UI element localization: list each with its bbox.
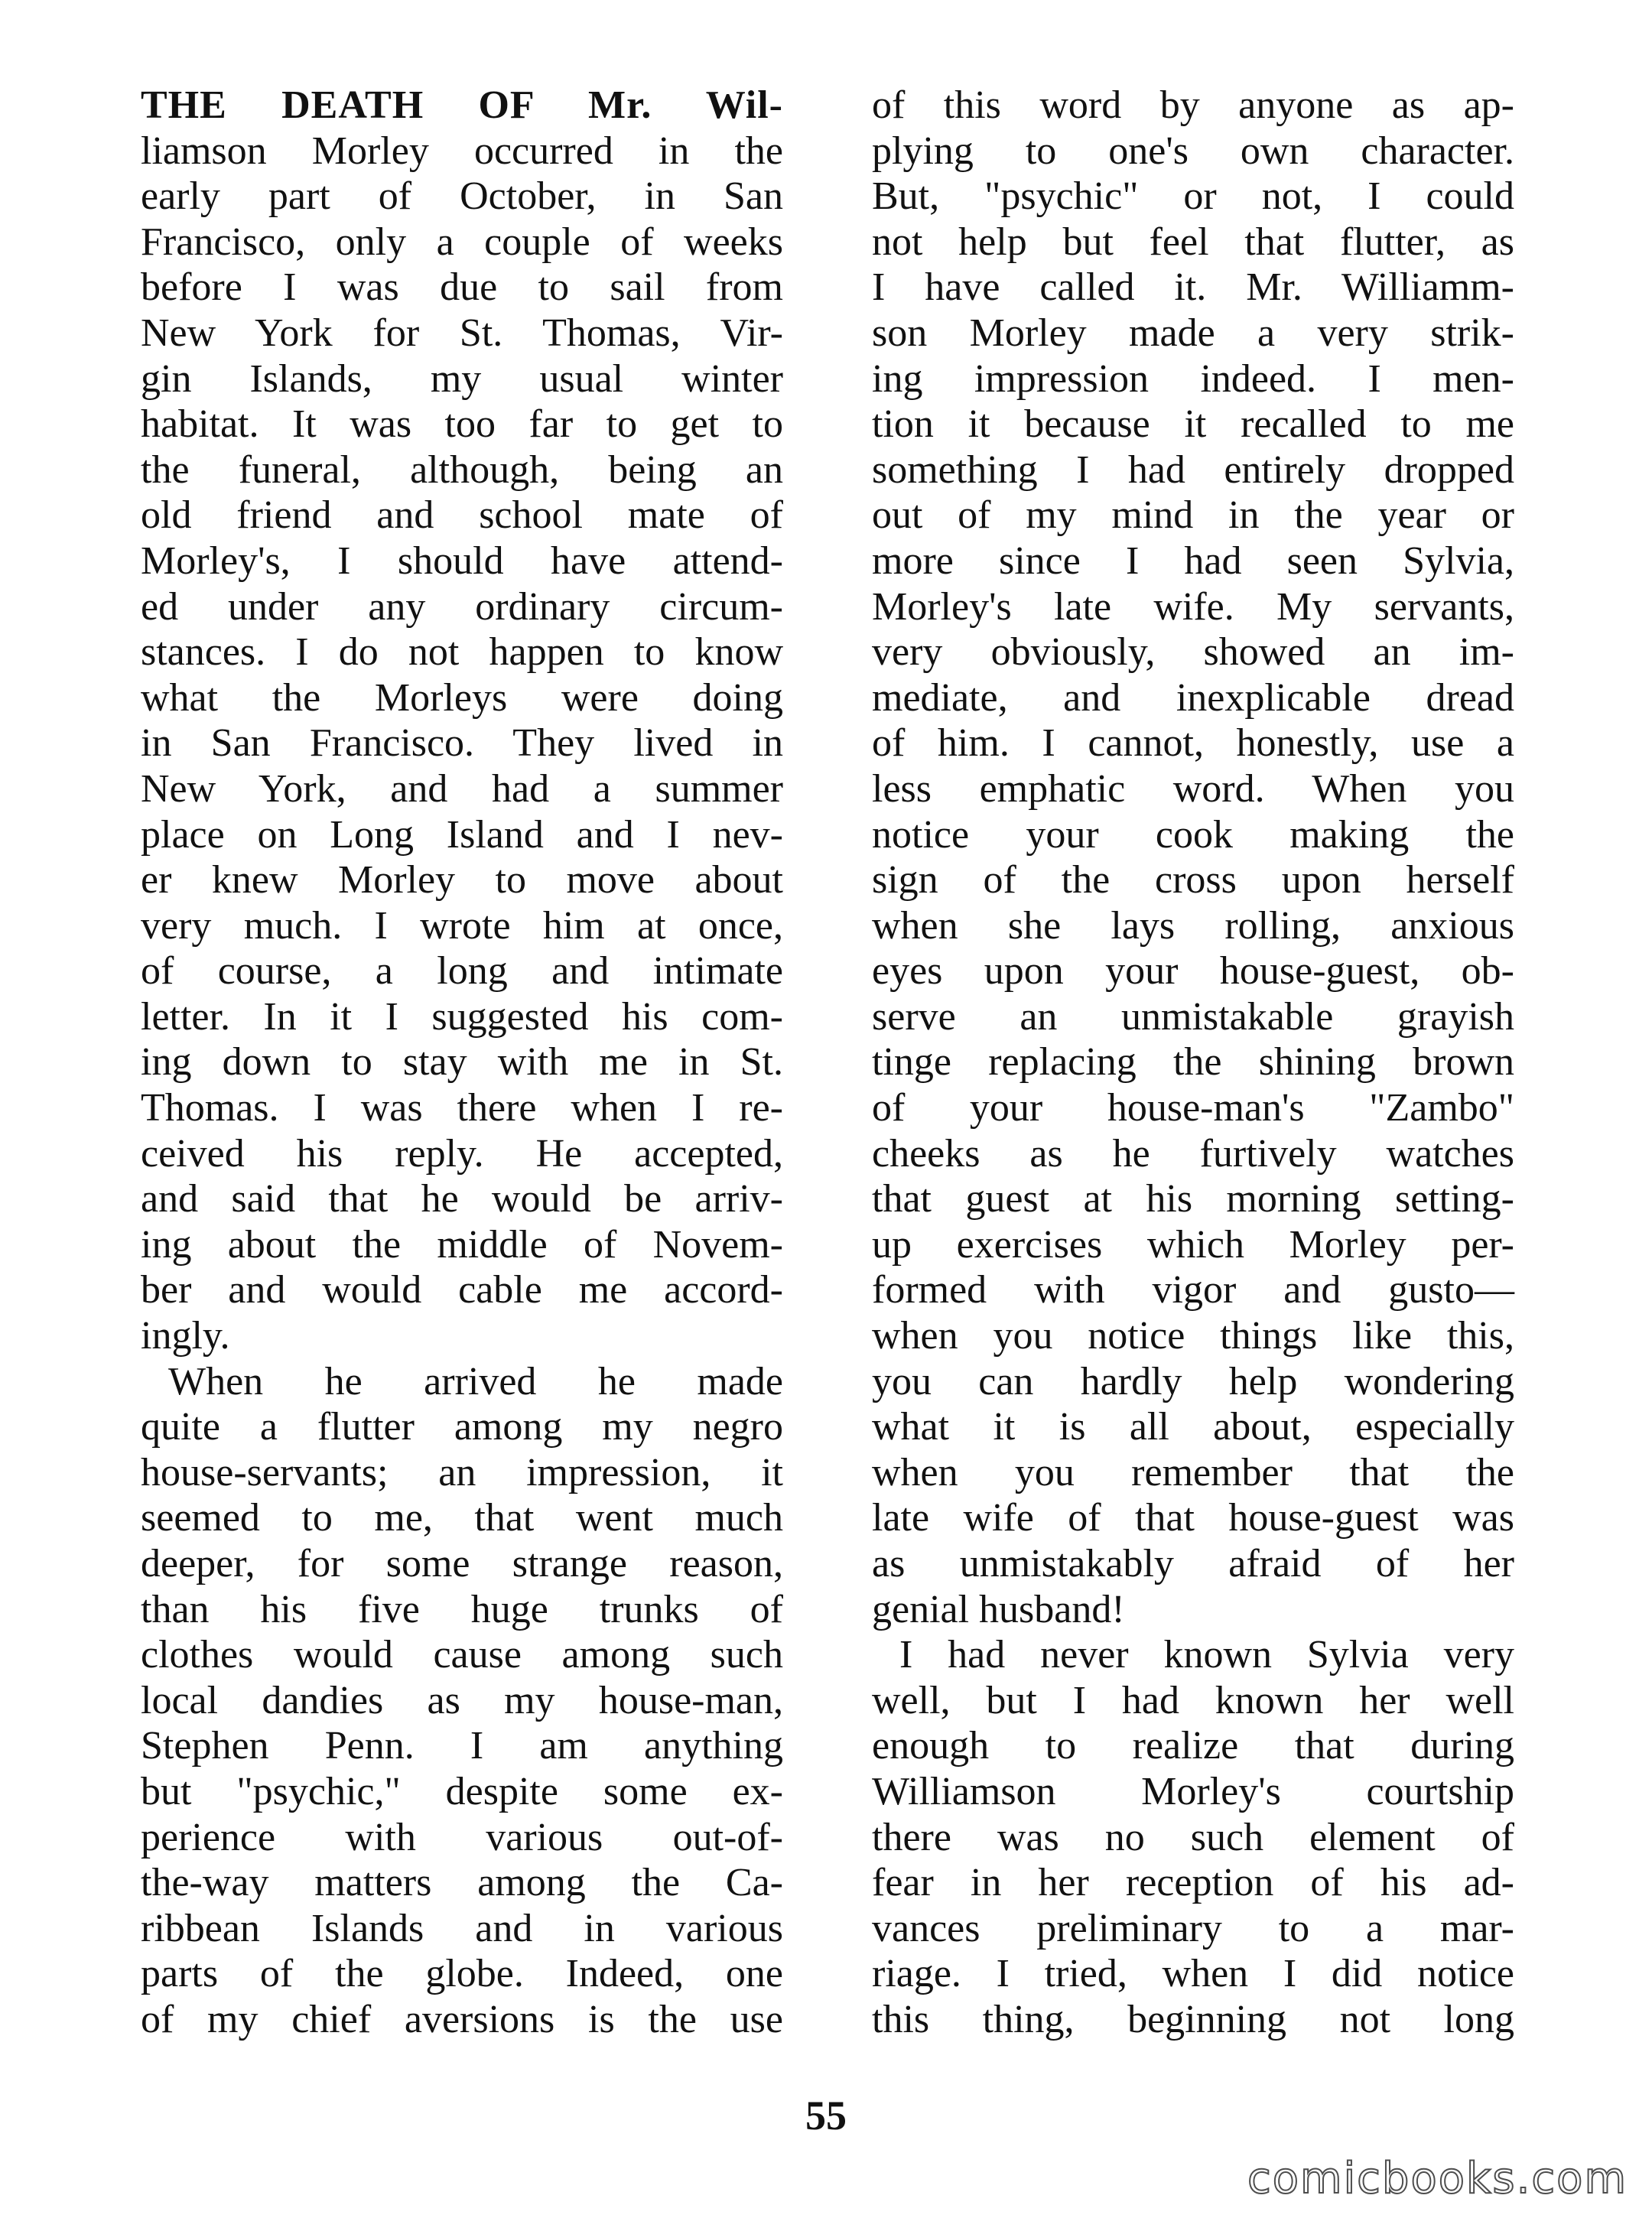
- text-line: I have called it. Mr. Williamm-: [872, 265, 1514, 310]
- text-line: out of my mind in the year or: [872, 493, 1514, 538]
- text-line: Francisco, only a couple of weeks: [141, 220, 783, 264]
- paragraph-start-line: When he arrived he made: [168, 1359, 783, 1403]
- text-line: but "psychic," despite some ex-: [141, 1769, 783, 1813]
- text-line: Williamson Morley's courtship: [872, 1769, 1514, 1813]
- text-line: late wife of that house-guest was: [872, 1496, 1514, 1540]
- text-line: cheeks as he furtively watches: [872, 1131, 1514, 1176]
- text-line: of my chief aversions is the use: [141, 1997, 783, 2041]
- text-line: eyes upon your house-guest, ob-: [872, 949, 1514, 994]
- text-line: clothes would cause among such: [141, 1633, 783, 1677]
- text-line: there was no such element of: [872, 1815, 1514, 1859]
- text-line: place on Long Island and I nev-: [141, 812, 783, 857]
- text-line: very obviously, showed an im-: [872, 630, 1514, 675]
- text-line: ing about the middle of Novem-: [141, 1222, 783, 1267]
- text-line: ing down to stay with me in St.: [141, 1040, 783, 1085]
- text-line: liamson Morley occurred in the: [141, 128, 783, 173]
- text-line: old friend and school mate of: [141, 493, 783, 538]
- text-line: son Morley made a very strik-: [872, 311, 1514, 355]
- text-line: house-servants; an impression, it: [141, 1450, 783, 1494]
- text-line: Morley's, I should have attend-: [141, 538, 783, 583]
- text-line: when she lays rolling, anxious: [872, 903, 1514, 948]
- text-line: more since I had seen Sylvia,: [872, 538, 1514, 583]
- text-line: up exercises which Morley per-: [872, 1222, 1514, 1267]
- text-line: formed with vigor and gusto—: [872, 1268, 1514, 1312]
- paragraph-end-line: ingly.: [141, 1314, 230, 1358]
- text-line: ceived his reply. He accepted,: [141, 1131, 783, 1176]
- text-column-right: [872, 83, 1514, 2043]
- text-line: vances preliminary to a mar-: [872, 1906, 1514, 1950]
- text-line: as unmistakably afraid of her: [872, 1542, 1514, 1585]
- text-line: when you notice things like this,: [872, 1314, 1514, 1358]
- text-line: enough to realize that during: [872, 1724, 1514, 1768]
- text-line: of your house-man's "Zambo": [872, 1086, 1514, 1130]
- text-line: that guest at his morning setting-: [872, 1177, 1514, 1221]
- text-line: than his five huge trunks of: [141, 1587, 783, 1631]
- text-line: serve an unmistakable grayish: [872, 994, 1514, 1039]
- page-number: 55: [805, 2093, 847, 2138]
- text-line: tinge replacing the shining brown: [872, 1040, 1514, 1085]
- opening-line: THE DEATH OF Mr. Wil-: [141, 83, 783, 127]
- text-line: less emphatic word. When you: [872, 766, 1514, 811]
- text-line: er knew Morley to move about: [141, 858, 783, 902]
- text-line: ed under any ordinary circum-: [141, 584, 783, 629]
- text-line: and said that he would be arriv-: [141, 1177, 783, 1221]
- text-line: fear in her reception of his ad-: [872, 1861, 1514, 1905]
- text-line: sign of the cross upon herself: [872, 858, 1514, 902]
- text-line: of this word by anyone as ap-: [872, 83, 1514, 127]
- text-line: riage. I tried, when I did notice: [872, 1952, 1514, 1996]
- text-line: what it is all about, especially: [872, 1405, 1514, 1449]
- text-line: But, "psychic" or not, I could: [872, 174, 1514, 219]
- watermark: comicbooks.com: [1247, 2154, 1628, 2203]
- text-line: Stephen Penn. I am anything: [141, 1724, 783, 1768]
- text-line: very much. I wrote him at once,: [141, 903, 783, 948]
- text-line: you can hardly help wondering: [872, 1359, 1514, 1403]
- text-line: mediate, and inexplicable dread: [872, 675, 1514, 720]
- text-line: gin Islands, my usual winter: [141, 356, 783, 401]
- text-line: local dandies as my house-man,: [141, 1678, 783, 1722]
- text-line: letter. In it I suggested his com-: [141, 994, 783, 1039]
- text-line: before I was due to sail from: [141, 265, 783, 310]
- paragraph-end-line: genial husband!: [872, 1587, 1125, 1631]
- text-line: of him. I cannot, honestly, use a: [872, 721, 1514, 766]
- text-line: this thing, beginning not long: [872, 1997, 1514, 2041]
- text-line: when you remember that the: [872, 1450, 1514, 1494]
- text-line: plying to one's own character.: [872, 128, 1514, 173]
- text-line: the funeral, although, being an: [141, 447, 783, 492]
- text-line: ribbean Islands and in various: [141, 1906, 783, 1950]
- text-line: New York, and had a summer: [141, 766, 783, 811]
- text-line: quite a flutter among my negro: [141, 1405, 783, 1449]
- paragraph-start-line: I had never known Sylvia very: [899, 1633, 1514, 1677]
- text-line: New York for St. Thomas, Vir-: [141, 311, 783, 355]
- text-line: something I had entirely dropped: [872, 447, 1514, 492]
- text-line: early part of October, in San: [141, 174, 783, 219]
- text-line: of course, a long and intimate: [141, 949, 783, 994]
- text-line: well, but I had known her well: [872, 1678, 1514, 1722]
- text-line: ing impression indeed. I men-: [872, 356, 1514, 401]
- text-line: seemed to me, that went much: [141, 1496, 783, 1540]
- text-line: perience with various out-of-: [141, 1815, 783, 1859]
- text-line: deeper, for some strange reason,: [141, 1542, 783, 1585]
- text-line: Morley's late wife. My servants,: [872, 584, 1514, 629]
- text-line: not help but feel that flutter, as: [872, 220, 1514, 264]
- text-line: ber and would cable me accord-: [141, 1268, 783, 1312]
- text-line: notice your cook making the: [872, 812, 1514, 857]
- text-line: parts of the globe. Indeed, one: [141, 1952, 783, 1996]
- text-line: habitat. It was too far to get to: [141, 402, 783, 447]
- text-line: what the Morleys were doing: [141, 675, 783, 720]
- text-line: tion it because it recalled to me: [872, 402, 1514, 447]
- text-line: stances. I do not happen to know: [141, 630, 783, 675]
- text-line: in San Francisco. They lived in: [141, 721, 783, 766]
- text-column-left: [141, 83, 783, 2043]
- text-line: the-way matters among the Ca-: [141, 1861, 783, 1905]
- text-line: Thomas. I was there when I re-: [141, 1086, 783, 1130]
